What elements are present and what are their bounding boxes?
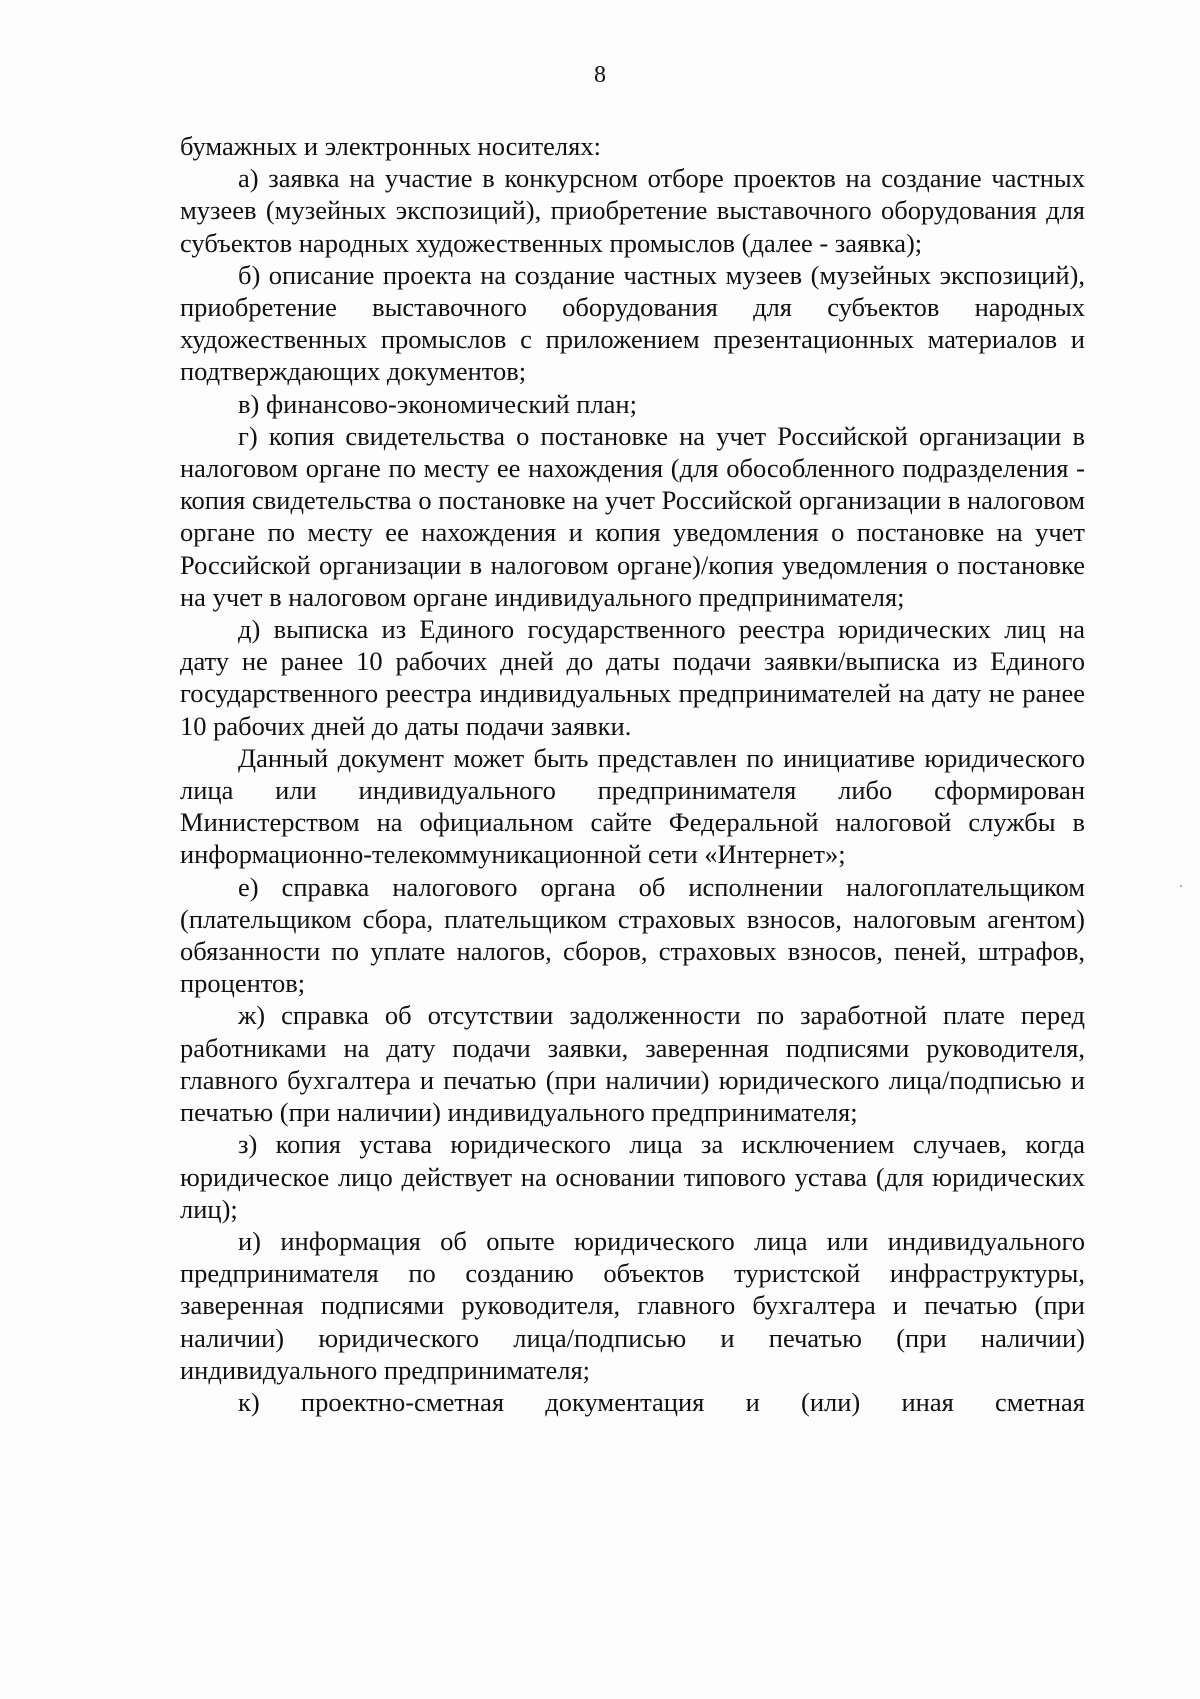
paragraph-item-d: д) выписка из Единого государственного реестра юридических лиц на дату не ранее 10 рабочих дней до даты подачи заявки/выписка из Единого государственного реестра индивидуальных предпринимателей на дату не ранее 10 рабочих дней до даты подачи заявки. <box>180 614 1085 741</box>
paragraph-item-v: в) финансово-экономический план; <box>238 388 637 419</box>
paragraph-item-b: б) описание проекта на создание частных музеев (музейных экспозиций), приобретение выставочного оборудования для субъектов народных художественных промыслов с приложением презентационных материалов и подтверждающих документов; <box>180 259 1085 387</box>
paragraph-item-d-note: Данный документ может быть представлен по инициативе юридического лица или индивидуального предпринимателя либо сформирован Министерством на официальном сайте Федеральной налоговой службы в информационно-телекоммуникационной сети «Интернет»; <box>180 742 1085 870</box>
paragraph-item-zh: ж) справка об отсутствии задолженности по заработной плате перед работниками на дату подачи заявки, заверенная подписями руководителя, главного бухгалтера и печатью (при наличии) юридического лица/подписью и печатью (при наличии) индивидуального предпринимателя; <box>180 1000 1085 1128</box>
scan-speck <box>1180 885 1182 887</box>
paragraph-intro: бумажных и электронных носителях: <box>180 131 601 161</box>
paragraph-item-k: к) проектно-сметная документация и (или) иная сметная <box>238 1386 1085 1417</box>
page-number: 8 <box>594 62 606 88</box>
paragraph-item-a: а) заявка на участие в конкурсном отборе проектов на создание частных музеев (музейных экспозиций), приобретение выставочного оборудования для субъектов народных художественных промыслов (далее - заявка); <box>180 163 1085 258</box>
paragraph-item-g: г) копия свидетельства о постановке на учет Российской организации в налоговом органе по месту ее нахождения (для обособленного подразделения - копия свидетельства о постановке на учет Российской организации в налоговом органе по месту ее нахождения и копия уведомления о постановке на учет Российской организации в налоговом органе)/копия уведомления о постановке на учет в налоговом органе индивидуального предпринимателя; <box>180 420 1085 612</box>
paragraph-item-e: е) справка налогового органа об исполнении налогоплательщиком (плательщиком сбора, плательщиком страховых взносов, налоговым агентом) обязанности по уплате налогов, сборов, страховых взносов, пеней, штрафов, процентов; <box>180 871 1085 999</box>
paragraph-item-i: и) информация об опыте юридического лица или индивидуального предпринимателя по созданию объектов туристской инфраструктуры, заверенная подписями руководителя, главного бухгалтера и печатью (при наличии) юридического лица/подписью и печатью (при наличии) индивидуального предпринимателя; <box>180 1225 1085 1385</box>
document-body <box>180 130 1085 1418</box>
paragraph-item-z: з) копия устава юридического лица за исключением случаев, когда юридическое лицо действует на основании типового устава (для юридических лиц); <box>180 1129 1085 1224</box>
